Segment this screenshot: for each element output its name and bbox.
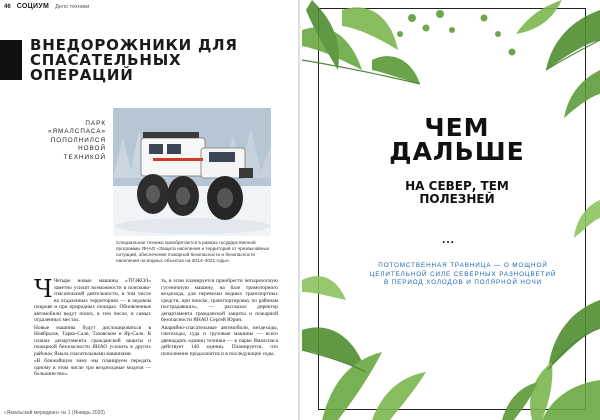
drop-cap: Ч bbox=[34, 275, 53, 303]
photo-caption: Специальная техника приобретается в рамках государственной программы ЯНАО «Защита населения и территорий от чрезвычайных ситуаций, обеспечение пожарной безопасности и безопасности населения на водных объектах на 2014–2021 годы». bbox=[116, 240, 270, 263]
section-tab bbox=[0, 40, 22, 80]
right-page bbox=[302, 0, 600, 420]
page-number: 46 bbox=[4, 4, 11, 10]
paragraph: «В ближайшую зиму мы планируем передать одному в этом числе три вездеходные модели — большинство». bbox=[34, 358, 151, 377]
page-header bbox=[4, 3, 89, 10]
page-footer: «Ямальский меридиан» № 1 (Январь 2020) bbox=[4, 410, 105, 416]
text-column-2 bbox=[161, 278, 278, 379]
feature-lead: ПОТОМСТВЕННАЯ ТРАВНИЦА — О МОЩНОЙ ЦЕЛИТЕЛЬНОЙ СИЛЕ СЕВЕРНЫХ РАЗНОЦВЕТИЙ В ПЕРИОД ХОЛОДОВ И ПОЛЯРНОЙ НОЧИ bbox=[369, 262, 557, 287]
paragraph: Аварийно-спасательные автомобили, вездеходы, снегоходы, суда и грузовые машины — всего двенадцать единиц техники — в парке Ямалспаса действует 140 единиц. Планируется, что пополнение продолжится и в последующие годы. bbox=[161, 324, 278, 357]
subsection-name: Дело техники bbox=[55, 4, 90, 10]
page-frame bbox=[318, 8, 586, 410]
left-page bbox=[0, 0, 298, 420]
feature-subtitle: НА СЕВЕР, ТЕМ ПОЛЕЗНЕЙ bbox=[405, 179, 509, 206]
ellipsis-mark: ... bbox=[442, 232, 456, 246]
article-body bbox=[34, 275, 278, 379]
vehicle-photo bbox=[113, 108, 271, 236]
feature-title: ЧЕМ ДАЛЬШЕ bbox=[389, 113, 525, 166]
paragraph: Новые машины будут дислоцироваться в Ноябрьске, Тарко-Сале, Тазовском и Яр-Сале. В планах департамента гражданской защиты и пожарной безопасности ЯНАО усилить в других районах Ямала спасательными машинами. bbox=[34, 324, 151, 357]
section-name: СОЦИУМ bbox=[16, 3, 50, 10]
article-lead: ПАРК «ЯМАЛСПАСА» ПОПОЛНИЛСЯ НОВОЙ ТЕХНИКОЙ bbox=[48, 120, 107, 161]
paragraph: ть, в этом планируется приобрести четырехосную гусеничную машину, на базе тримоторного вездехода, для перевозки водных транспортных средств, при поиске, транспортировку по районам пострадавших», — рассказал директор департамента гражданской защиты и пожарной безопасности ЯНАО Сергей Юрин. bbox=[161, 278, 278, 323]
paragraph: Четыре новые машины «ТРЭКОЛ» заметно усилят возможности в поисково-спасательной деятельности, в том числе на отдаленных территориях — в ледовом покрове и при природных пожарах. Обновленные автомобили ведут поиск, в том числе, в самых отдаленных местах. bbox=[34, 278, 151, 323]
truck-illustration bbox=[113, 108, 271, 236]
article-title: ВНЕДОРОЖНИКИ ДЛЯ СПАСАТЕЛЬНЫХ ОПЕРАЦИЙ bbox=[30, 36, 238, 84]
text-column-1 bbox=[34, 275, 151, 379]
